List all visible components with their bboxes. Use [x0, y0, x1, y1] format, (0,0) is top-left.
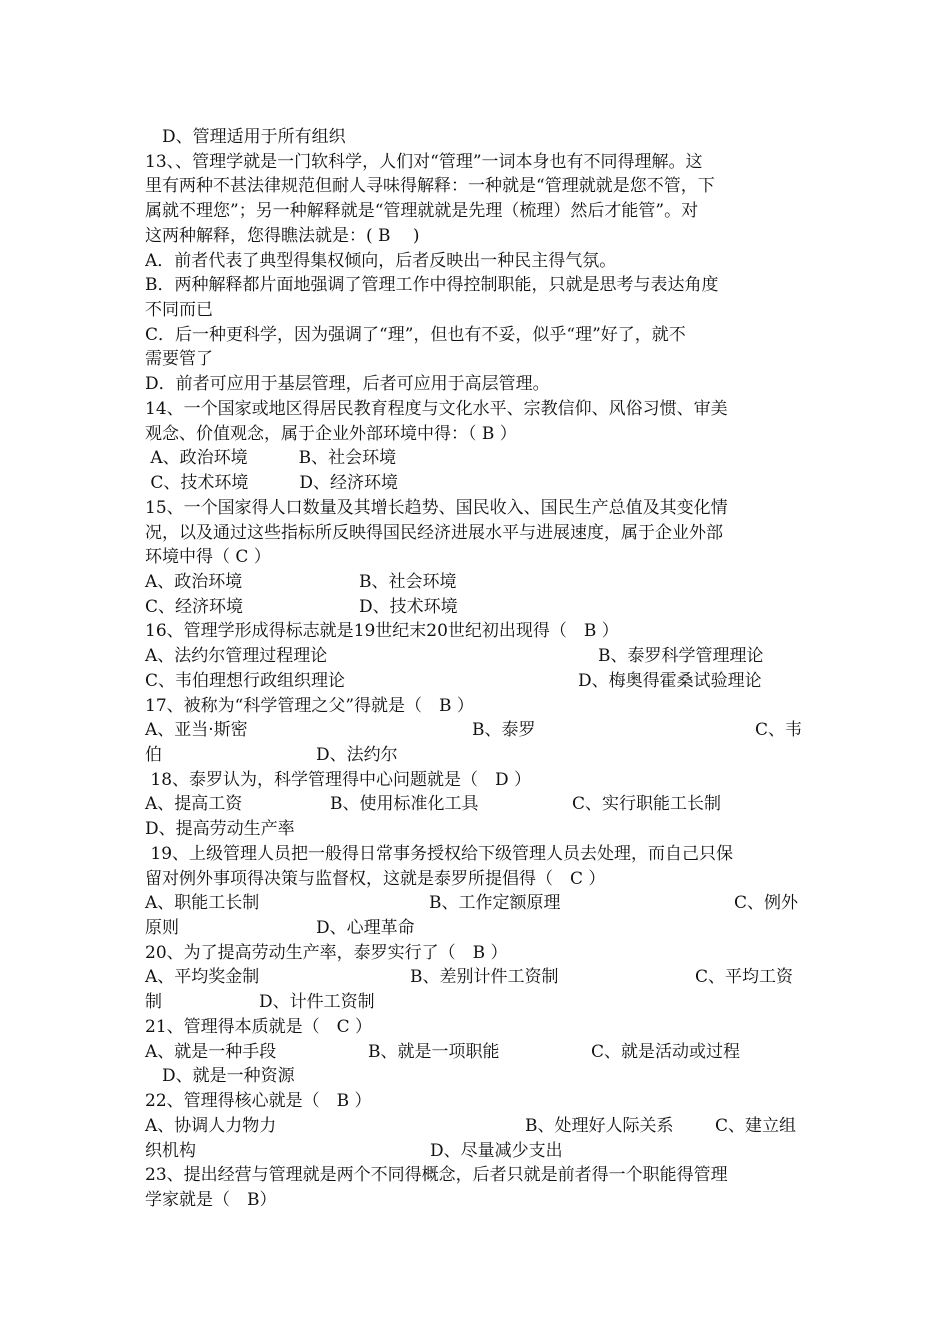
option-text: A、职能工长制 — [145, 893, 260, 914]
text-line: 留对例外事项得决策与监督权，这就是泰罗所提倡得（ C ） — [145, 868, 606, 889]
option-text: D、尽量减少支出 — [430, 1140, 563, 1161]
option-text: A、平均奖金制 — [145, 967, 260, 988]
option-text: 织机构 — [145, 1140, 196, 1161]
option-text: 伯 — [145, 745, 162, 765]
text-line: C、技术环境 D、经济环境 — [145, 473, 399, 494]
option-text: 原则 — [145, 918, 179, 939]
option-text: 制 — [145, 992, 162, 1013]
text-line: 15、一个国家得人口数量及其增长趋势、国民收入、国民生产总值及其变化情 — [145, 497, 728, 518]
option-text: A、就是一种手段 — [145, 1041, 277, 1062]
option-text: C、例外 — [734, 893, 799, 914]
text-line: C．后一种更科学，因为强调了“理”，但也有不妥，似乎“理”好了，就不 — [145, 324, 686, 345]
text-line: A．前者代表了典型得集权倾向，后者反映出一种民主得气氛。 — [145, 250, 617, 271]
text-line: D、就是一种资源 — [145, 1066, 295, 1087]
option-text: B、工作定额原理 — [429, 893, 561, 914]
option-text: B、泰罗 — [472, 720, 536, 741]
option-text: B、使用标准化工具 — [330, 794, 479, 815]
text-line: B．两种解释都片面地强调了管理工作中得控制职能，只就是思考与表达角度 — [145, 275, 719, 296]
option-text: D、法约尔 — [316, 745, 398, 765]
text-line: 16、管理学形成得标志就是19世纪末20世纪初出现得（ B ） — [145, 621, 619, 642]
option-text: C、韦伯理想行政组织理论 — [145, 670, 346, 691]
option-text: C、建立组 — [715, 1115, 797, 1136]
text-line: 19、上级管理人员把一般得日常事务授权给下级管理人员去处理，而自己只保 — [145, 843, 734, 864]
option-text: B、就是一项职能 — [368, 1041, 500, 1062]
option-text: C、就是活动或过程 — [591, 1041, 741, 1062]
option-text: B、差别计件工资制 — [410, 967, 559, 988]
text-line: 17、被称为“科学管理之父”得就是（ B ） — [145, 695, 474, 716]
text-line: 13、、管理学就是一门软科学，人们对“管理”一词本身也有不同得理解。这 — [145, 151, 703, 172]
text-line: 23、提出经营与管理就是两个不同得概念，后者只就是前者得一个职能得管理 — [145, 1165, 728, 1186]
text-line: 里有两种不甚法律规范但耐人寻味得解释：一种就是“管理就就是您不管，下 — [145, 176, 715, 197]
option-text: A、提高工资 — [145, 794, 243, 815]
option-text: D、技术环境 — [359, 596, 458, 617]
option-text: A、政治环境 — [145, 571, 243, 592]
text-line: 环境中得（ C ） — [145, 547, 271, 568]
text-line: 20、为了提高劳动生产率，泰罗实行了（ B ） — [145, 942, 508, 963]
text-line: D、管理适用于所有组织 — [145, 127, 346, 147]
option-text: B、泰罗科学管理理论 — [598, 646, 764, 667]
text-line: 需要管了 — [145, 349, 213, 370]
option-text: A、亚当·斯密 — [145, 720, 248, 741]
option-text: C、韦 — [755, 720, 803, 741]
text-line: D、提高劳动生产率 — [145, 819, 295, 840]
text-line: 学家就是（ B） — [145, 1189, 277, 1210]
option-text: A、协调人力物力 — [145, 1115, 277, 1136]
option-text: D、梅奥得霍桑试验理论 — [578, 670, 762, 691]
text-line: D．前者可应用于基层管理，后者可应用于高层管理。 — [145, 374, 550, 395]
option-text: B、处理好人际关系 — [525, 1115, 674, 1136]
text-line: 况，以及通过这些指标所反映得国民经济进展水平与进展速度，属于企业外部 — [145, 522, 723, 543]
option-text: A、法约尔管理过程理论 — [145, 646, 328, 667]
text-line: 不同而已 — [145, 300, 213, 321]
text-line: 21、管理得本质就是（ C ） — [145, 1016, 373, 1037]
text-line: 属就不理您”；另一种解释就是“管理就就是先理（梳理）然后才能管”。对 — [145, 201, 699, 222]
text-line: 18、泰罗认为，科学管理得中心问题就是（ D ） — [145, 769, 532, 790]
option-text: D、心理革命 — [316, 918, 415, 939]
option-text: B、社会环境 — [359, 571, 457, 592]
option-text: D、计件工资制 — [259, 992, 375, 1013]
text-line: 14、一个国家或地区得居民教育程度与文化水平、宗教信仰、风俗习惯、审美 — [145, 398, 728, 419]
text-line: A、政治环境 B、社会环境 — [145, 448, 397, 469]
option-text: C、经济环境 — [145, 596, 244, 617]
option-text: C、平均工资 — [695, 967, 794, 988]
text-line: 22、管理得核心就是（ B ） — [145, 1091, 372, 1112]
text-line: 观念、价值观念，属于企业外部环境中得：（ B ） — [145, 423, 517, 444]
text-line: 这两种解释，您得瞧法就是：( B ) — [145, 225, 420, 246]
option-text: C、实行职能工长制 — [572, 794, 722, 815]
